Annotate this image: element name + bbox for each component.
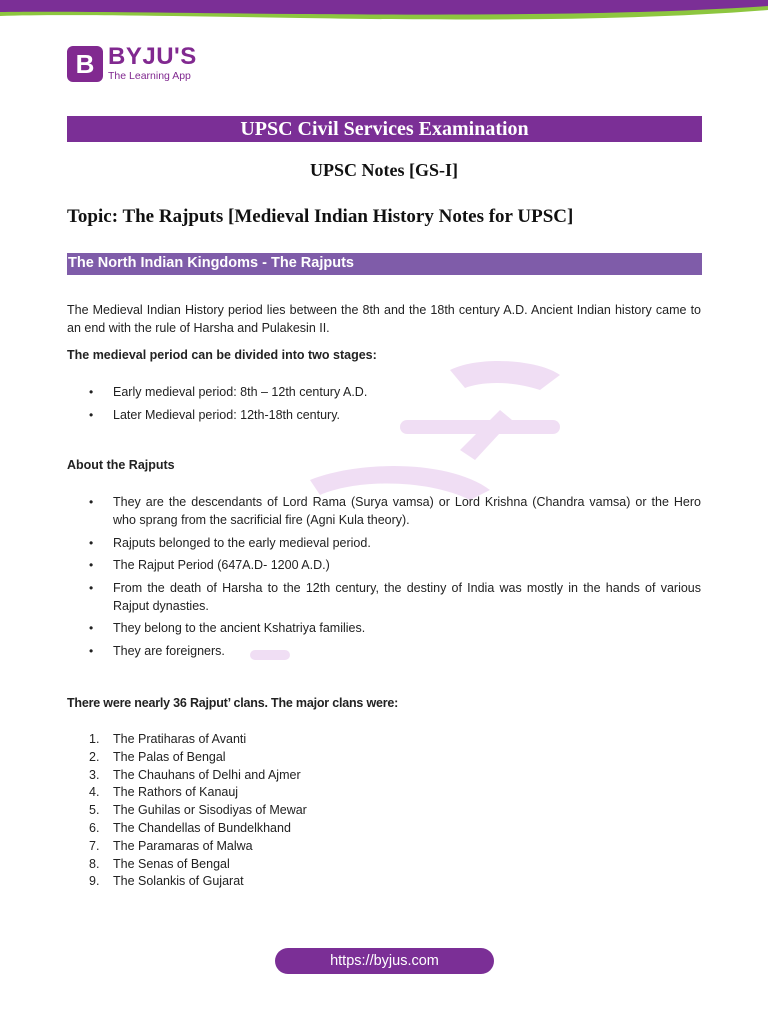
list-item: • Early medieval period: 8th – 12th century A.D. — [89, 385, 368, 399]
clans-heading: There were nearly 36 Rajput’ clans. The major clans were: — [67, 696, 399, 710]
byjus-logo[interactable] — [67, 45, 197, 82]
top-decorative-band — [0, 0, 768, 26]
section-heading-banner: The North Indian Kingdoms - The Rajputs — [67, 253, 702, 275]
bullet-dot-icon: • — [89, 643, 94, 658]
list-item: 9. The Solankis of Gujarat — [89, 874, 244, 889]
bullet-dot-icon: • — [89, 558, 94, 572]
list-item: • Rajputs belonged to the early medieval period. — [89, 535, 371, 550]
list-item: 6. The Chandellas of Bundelkhand — [89, 820, 291, 835]
bullet-dot-icon: • — [89, 621, 94, 635]
logo-name: BYJU'S — [108, 43, 197, 70]
list-item: 2. The Palas of Bengal — [89, 749, 226, 764]
list-item: 8. The Senas of Bengal — [89, 856, 230, 871]
list-item: • Later Medieval period: 12th-18th century. — [89, 407, 340, 422]
stages-list — [67, 383, 701, 428]
list-item: 5. The Guhilas or Sisodiyas of Mewar — [89, 803, 307, 818]
list-item: • The Rajput Period (647A.D- 1200 A.D.) — [89, 558, 330, 572]
intro-paragraph: The Medieval Indian History period lies between the 8th and the 18th century A.D. Ancient Indian history came to an end with the rule of Harsha and Pulakesin II. — [67, 303, 701, 335]
byjus-logo-icon — [67, 46, 103, 82]
logo-mark-letter: B — [75, 48, 95, 79]
topic-title: Topic: The Rajputs [Medieval Indian History Notes for UPSC] — [67, 206, 574, 227]
list-item: 3. The Chauhans of Delhi and Ajmer — [89, 767, 301, 782]
logo-tagline: The Learning App — [108, 70, 191, 82]
bullet-dot-icon: • — [89, 580, 94, 595]
list-item: • They are the descendants of Lord Rama (Surya vamsa) or Lord Krishna (Chandra vamsa) or the Hero who sprang from the sacrificial fire (Agni Kula theory). — [89, 495, 701, 527]
stages-heading: The medieval period can be divided into two stages: — [67, 348, 377, 362]
list-item: • They are foreigners. — [89, 643, 225, 658]
notes-subtitle: UPSC Notes [GS-I] — [310, 160, 458, 180]
list-item: • They belong to the ancient Kshatriya families. — [89, 621, 366, 635]
list-item: 4. The Rathors of Kanauj — [89, 785, 239, 800]
clans-list — [67, 731, 701, 891]
footer-url-link[interactable]: https://byjus.com — [275, 948, 494, 974]
list-item: 1. The Pratiharas of Avanti — [89, 732, 247, 746]
about-heading: About the Rajputs — [67, 458, 175, 472]
list-item: 7. The Paramaras of Malwa — [89, 838, 253, 853]
bullet-dot-icon: • — [89, 495, 94, 509]
about-list — [67, 493, 701, 664]
list-item: • From the death of Harsha to the 12th century, the destiny of India was mostly in the hands of various Rajput dynasties. — [89, 580, 701, 613]
bullet-dot-icon: • — [89, 385, 94, 399]
logo-text-group — [108, 45, 197, 82]
bullet-dot-icon: • — [89, 535, 94, 550]
exam-title-banner: UPSC Civil Services Examination — [67, 116, 702, 142]
bullet-dot-icon: • — [89, 407, 94, 422]
